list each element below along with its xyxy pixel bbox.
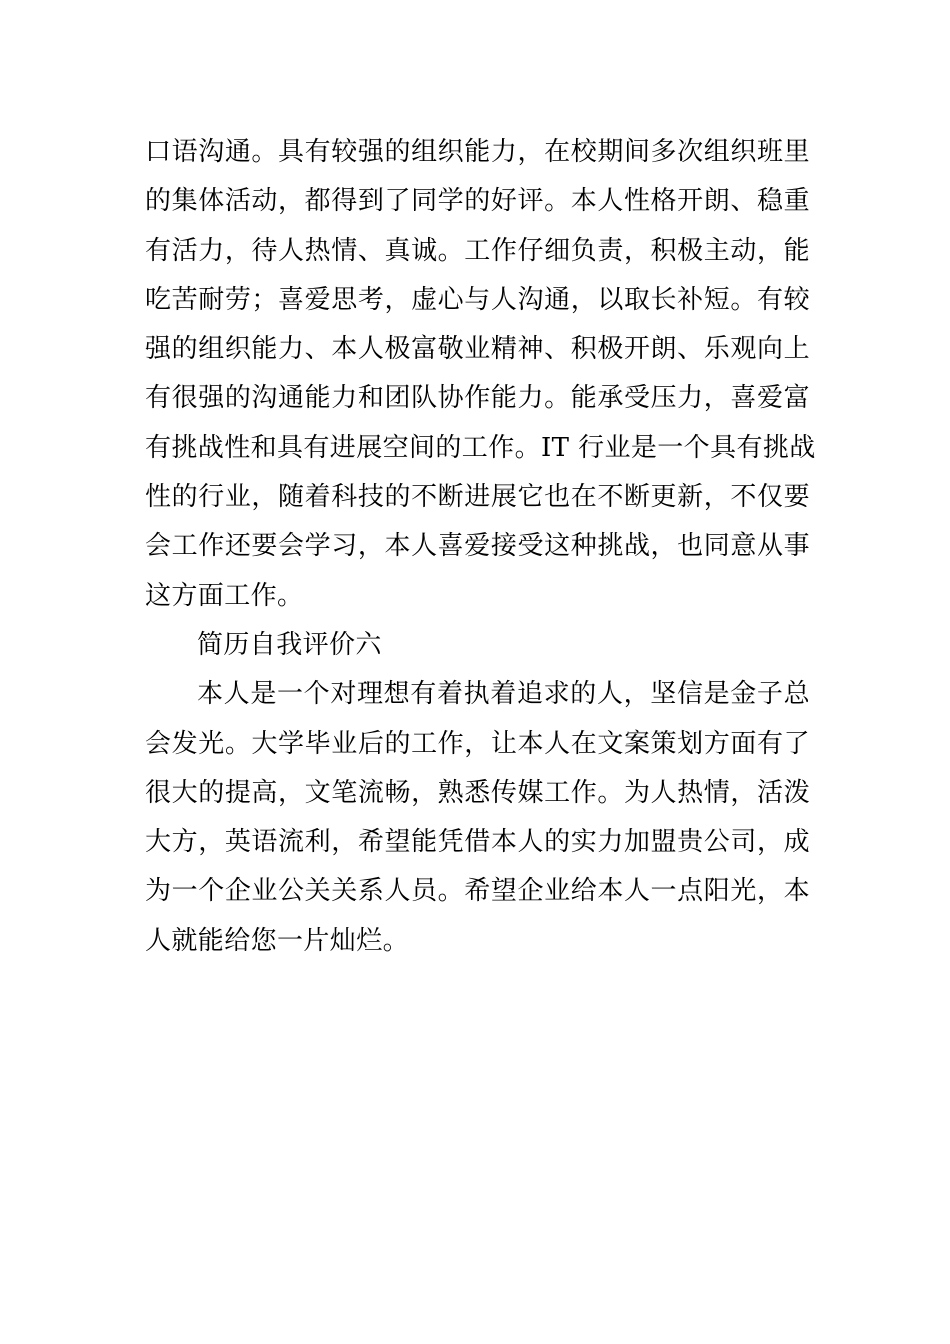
text-line: 为一个企业公关关系人员。希望企业给本人一点阳光，本 — [145, 876, 810, 907]
text-line: 吃苦耐劳；喜爱思考，虚心与人沟通，以取长补短。有较 — [145, 284, 810, 315]
text-line: 口语沟通。具有较强的组织能力，在校期间多次组织班里 — [145, 137, 810, 167]
section-heading — [145, 621, 810, 670]
text-line: 很大的提高，文笔流畅，熟悉传媒工作。为人热情，活泼 — [145, 777, 810, 808]
text-line: 有活力，待人热情、真诚。工作仔细负责，积极主动，能 — [145, 235, 810, 266]
document-body — [145, 128, 816, 966]
text-line: 人就能给您一片灿烂。 — [145, 925, 410, 956]
text-line: 本人是一个对理想有着执着追求的人，坚信是金子总 — [197, 679, 810, 710]
paragraph-continuation — [145, 128, 816, 621]
section-heading-text: 简历自我评价六 — [197, 629, 382, 660]
text-line: 大方，英语流利，希望能凭借本人的实力加盟贵公司，成 — [145, 827, 810, 858]
text-line: 会发光。大学毕业后的工作，让本人在文案策划方面有了 — [145, 728, 810, 759]
text-line: 这方面工作。 — [145, 580, 304, 611]
paragraph-self-evaluation — [145, 670, 810, 966]
text-line: 强的组织能力、本人极富敬业精神、积极开朗、乐观向上 — [145, 334, 810, 365]
text-line: 会工作还要会学习，本人喜爱接受这种挑战，也同意从事 — [145, 531, 810, 562]
text-line: 的集体活动，都得到了同学的好评。本人性格开朗、稳重 — [145, 186, 810, 217]
text-line: 性的行业，随着科技的不断进展它也在不断更新，不仅要 — [145, 482, 810, 513]
text-line: 有挑战性和具有进展空间的工作。IT 行业是一个具有挑战 — [145, 432, 816, 463]
text-line: 有很强的沟通能力和团队协作能力。能承受压力，喜爱富 — [145, 383, 810, 414]
